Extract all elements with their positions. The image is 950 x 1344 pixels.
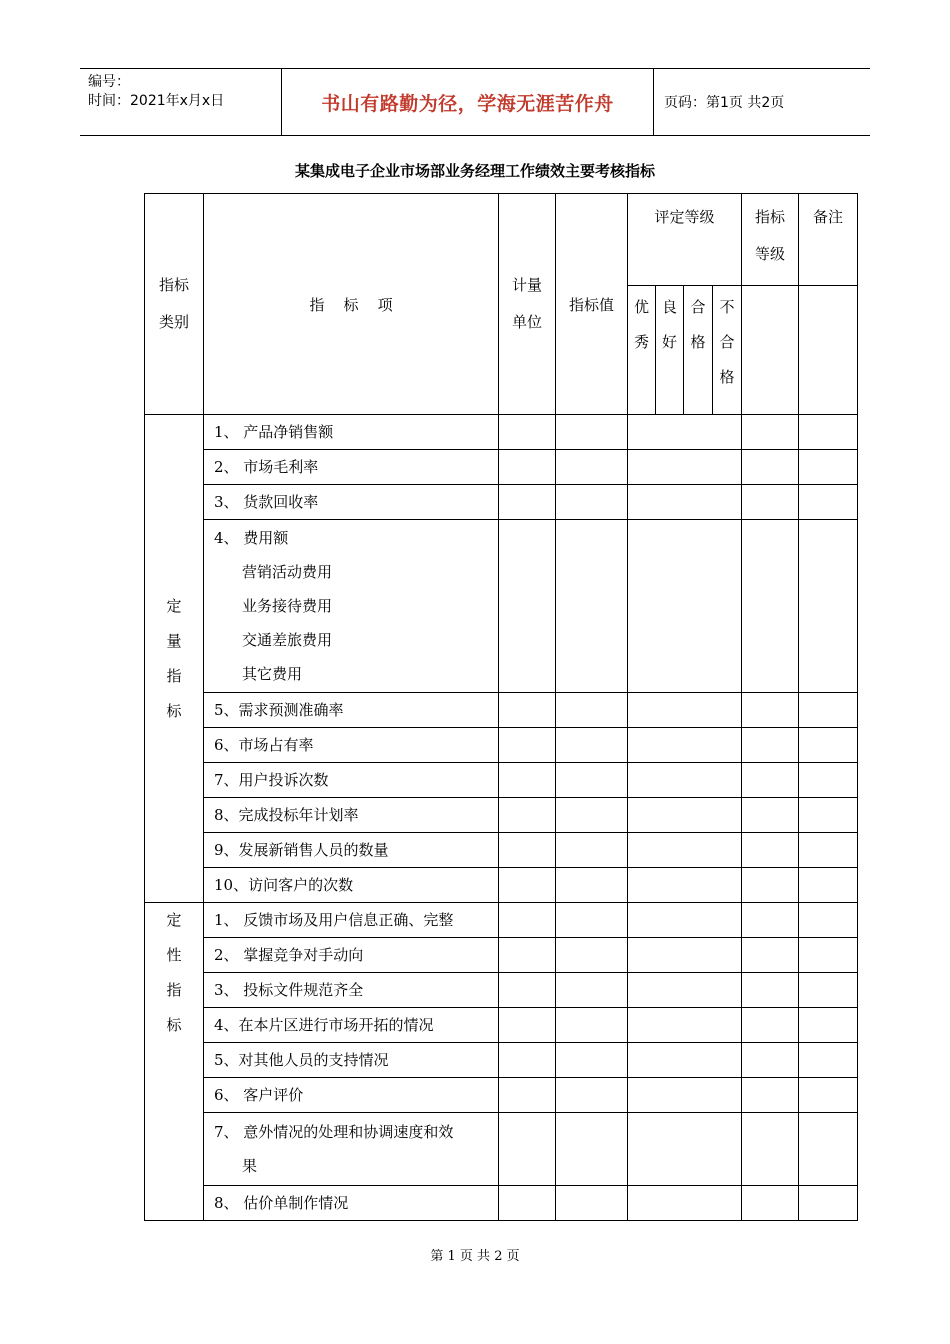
header-grade-line: 等级: [755, 245, 786, 263]
table-row: [145, 1186, 858, 1221]
grade-cell: [742, 728, 799, 763]
unit-cell: [499, 798, 556, 833]
unit-cell: [499, 833, 556, 868]
table-row: [145, 763, 858, 798]
header-category-line: 类别: [158, 313, 189, 331]
grade-cell: [742, 798, 799, 833]
indicator-item-cell: [204, 693, 499, 728]
time-label: 时间：2021年x月x日: [88, 93, 225, 109]
document-header: [80, 68, 870, 136]
indicator-item-cell: [204, 938, 499, 973]
indicator-item-label: 1、 反馈市场及用户信息正确、完整: [214, 911, 454, 929]
indicator-item-cell: [204, 868, 499, 903]
table-row: [145, 798, 858, 833]
grade-cell: [742, 833, 799, 868]
rating-char: 不: [719, 298, 735, 316]
category-char: 量: [166, 631, 182, 650]
grade-cell: [742, 903, 799, 938]
indicator-item-label: 6、市场占有率: [214, 736, 314, 754]
value-cell: [556, 485, 628, 520]
indicator-item-label: 2、 掌握竞争对手动向: [214, 946, 364, 964]
indicator-subitem-label: 其它费用: [242, 665, 303, 683]
indicator-subitem-label: 营销活动费用: [242, 563, 333, 581]
unit-cell: [499, 693, 556, 728]
rating-cell: [628, 693, 742, 728]
rating-cell: [628, 833, 742, 868]
table-row: [145, 973, 858, 1008]
rating-cell: [628, 903, 742, 938]
category-char: 指: [166, 981, 182, 999]
unit-cell: [499, 1043, 556, 1078]
indicator-item-continuation: 果: [242, 1157, 258, 1175]
unit-cell: [499, 903, 556, 938]
table-row: [145, 868, 858, 903]
category-char: 定: [166, 911, 182, 929]
value-cell: [556, 763, 628, 798]
indicator-item-label: 10、访问客户的次数: [214, 876, 354, 894]
value-cell: [556, 415, 628, 450]
indicator-item-label: 2、 市场毛利率: [214, 458, 319, 476]
table-row: [145, 938, 858, 973]
rating-char: 良: [661, 298, 677, 316]
unit-cell: [499, 1078, 556, 1113]
remark-cell: [799, 798, 858, 833]
value-cell: [556, 1008, 628, 1043]
indicator-item-cell: [204, 798, 499, 833]
indicator-item-label: 4、在本片区进行市场开拓的情况: [214, 1016, 434, 1034]
header-meta: [80, 69, 282, 135]
table-row: [145, 1113, 858, 1186]
category-char: 指: [166, 666, 182, 685]
table-row: [145, 693, 858, 728]
category-char: 定: [166, 596, 182, 615]
quantitative-category-cell: [145, 415, 204, 903]
rating-cell: [628, 1078, 742, 1113]
indicator-item-cell: [204, 903, 499, 938]
indicator-item-label: 3、 货款回收率: [214, 493, 319, 511]
header-motto: 书山有路勤为径，学海无涯苦作舟: [282, 69, 654, 135]
unit-cell: [499, 728, 556, 763]
grade-cell: [742, 450, 799, 485]
indicator-item-cell: [204, 415, 499, 450]
header-grade-line: 指标: [755, 208, 786, 226]
rating-char: 合: [690, 298, 706, 316]
indicator-subitem-label: 交通差旅费用: [242, 631, 333, 649]
indicator-item-cell: [204, 973, 499, 1008]
header-category-line: 指标: [158, 276, 189, 294]
indicator-item-cell: [204, 520, 499, 693]
indicator-item-cell: [204, 1186, 499, 1221]
grade-cell: [742, 1186, 799, 1221]
grade-cell: [742, 485, 799, 520]
indicator-subitem-label: 业务接待费用: [242, 597, 333, 615]
indicator-item-cell: [204, 1113, 499, 1186]
table-row: [145, 450, 858, 485]
indicator-item-cell: [204, 485, 499, 520]
unit-cell: [499, 938, 556, 973]
unit-cell: [499, 415, 556, 450]
remark-cell: [799, 415, 858, 450]
rating-cell: [628, 938, 742, 973]
rating-cell: [628, 520, 742, 693]
rating-cell: [628, 450, 742, 485]
remark-cell: [799, 485, 858, 520]
rating-cell: [628, 485, 742, 520]
table-row: [145, 833, 858, 868]
rating-cell: [628, 798, 742, 833]
remark-cell: [799, 868, 858, 903]
rating-cell: [628, 1113, 742, 1186]
rating-char: 合: [719, 333, 735, 351]
rating-cell: [628, 1186, 742, 1221]
remark-cell: [799, 763, 858, 798]
rating-fail: [713, 286, 742, 415]
remark-empty-cell: [799, 286, 858, 415]
value-cell: [556, 1078, 628, 1113]
grade-cell: [742, 1078, 799, 1113]
unit-cell: [499, 485, 556, 520]
category-char: 标: [166, 701, 182, 720]
table-row: [145, 903, 858, 938]
value-cell: [556, 973, 628, 1008]
indicator-item-label: 1、 产品净销售额: [214, 423, 334, 441]
value-cell: [556, 1043, 628, 1078]
qualitative-category-cell: [145, 903, 204, 1221]
indicator-item-cell: [204, 833, 499, 868]
header-page-info: 页码：第1页 共2页: [664, 95, 785, 111]
indicator-item-cell: [204, 1008, 499, 1043]
indicator-item-label: 6、 客户评价: [214, 1086, 304, 1104]
value-cell: [556, 1186, 628, 1221]
table-row: [145, 1008, 858, 1043]
unit-cell: [499, 973, 556, 1008]
unit-cell: [499, 763, 556, 798]
value-cell: [556, 693, 628, 728]
category-char: 性: [166, 946, 182, 964]
document-title: 某集成电子企业市场部业务经理工作绩效主要考核指标: [294, 162, 655, 180]
grade-cell: [742, 938, 799, 973]
remark-cell: [799, 1043, 858, 1078]
unit-cell: [499, 1113, 556, 1186]
rating-char: 优: [633, 298, 649, 316]
rating-cell: [628, 763, 742, 798]
header-grade: [742, 194, 799, 286]
value-cell: [556, 728, 628, 763]
indicator-item-label: 5、对其他人员的支持情况: [214, 1051, 389, 1069]
value-cell: [556, 520, 628, 693]
grade-empty-cell: [742, 286, 799, 415]
remark-cell: [799, 1078, 858, 1113]
header-remark: 备注: [799, 194, 858, 286]
grade-cell: [742, 973, 799, 1008]
value-cell: [556, 450, 628, 485]
indicator-item-cell: [204, 1078, 499, 1113]
grade-cell: [742, 1113, 799, 1186]
header-unit-line: 计量: [511, 276, 542, 294]
table-row: [145, 728, 858, 763]
remark-cell: [799, 693, 858, 728]
indicator-item-label: 9、发展新销售人员的数量: [214, 841, 389, 859]
indicator-item-label: 7、 意外情况的处理和协调速度和效: [214, 1123, 454, 1141]
value-cell: [556, 903, 628, 938]
remark-cell: [799, 1186, 858, 1221]
remark-cell: [799, 938, 858, 973]
table-row: [145, 520, 858, 693]
remark-cell: [799, 973, 858, 1008]
page-footer: 第 1 页 共 2 页: [430, 1249, 520, 1264]
indicator-item-label: 8、完成投标年计划率: [214, 806, 359, 824]
table-row: [145, 1043, 858, 1078]
remark-cell: [799, 903, 858, 938]
remark-cell: [799, 450, 858, 485]
rating-cell: [628, 728, 742, 763]
header-rating: 评定等级: [628, 194, 742, 286]
header-unit-line: 单位: [511, 313, 542, 331]
indicator-item-label: 5、需求预测准确率: [214, 701, 344, 719]
indicator-item-cell: [204, 728, 499, 763]
unit-cell: [499, 1186, 556, 1221]
rating-good: [656, 286, 684, 415]
unit-cell: [499, 450, 556, 485]
rating-char: 秀: [633, 333, 649, 351]
value-cell: [556, 938, 628, 973]
header-category: [145, 194, 204, 415]
rating-cell: [628, 1043, 742, 1078]
indicator-item-label: 7、用户投诉次数: [214, 771, 329, 789]
rating-cell: [628, 868, 742, 903]
rating-cell: [628, 1008, 742, 1043]
rating-pass: [684, 286, 713, 415]
grade-cell: [742, 693, 799, 728]
remark-cell: [799, 1113, 858, 1186]
header-item: 指 标 项: [204, 194, 499, 415]
indicator-item-label: 8、 估价单制作情况: [214, 1194, 349, 1212]
indicator-item-label: 4、 费用额: [214, 529, 289, 547]
remark-cell: [799, 1008, 858, 1043]
indicator-item-cell: [204, 763, 499, 798]
remark-cell: [799, 728, 858, 763]
number-label: 编号：: [88, 74, 130, 90]
remark-cell: [799, 833, 858, 868]
grade-cell: [742, 1043, 799, 1078]
grade-cell: [742, 868, 799, 903]
rating-cell: [628, 415, 742, 450]
indicator-item-cell: [204, 450, 499, 485]
value-cell: [556, 1113, 628, 1186]
indicator-item-label: 3、 投标文件规范齐全: [214, 981, 364, 999]
value-cell: [556, 833, 628, 868]
grade-cell: [742, 520, 799, 693]
header-value: 指标值: [556, 194, 628, 415]
rating-cell: [628, 973, 742, 1008]
grade-cell: [742, 415, 799, 450]
category-char: 标: [166, 1016, 182, 1034]
header-unit: [499, 194, 556, 415]
unit-cell: [499, 868, 556, 903]
unit-cell: [499, 1008, 556, 1043]
table-row: [145, 1078, 858, 1113]
rating-char: 好: [661, 333, 677, 351]
value-cell: [556, 798, 628, 833]
table-row: [145, 415, 858, 450]
grade-cell: [742, 763, 799, 798]
rating-char: 格: [719, 368, 735, 386]
remark-cell: [799, 520, 858, 693]
kpi-table: [144, 193, 858, 1221]
rating-char: 格: [690, 333, 706, 351]
unit-cell: [499, 520, 556, 693]
grade-cell: [742, 1008, 799, 1043]
value-cell: [556, 868, 628, 903]
rating-excellent: [628, 286, 656, 415]
indicator-item-cell: [204, 1043, 499, 1078]
table-row: [145, 485, 858, 520]
